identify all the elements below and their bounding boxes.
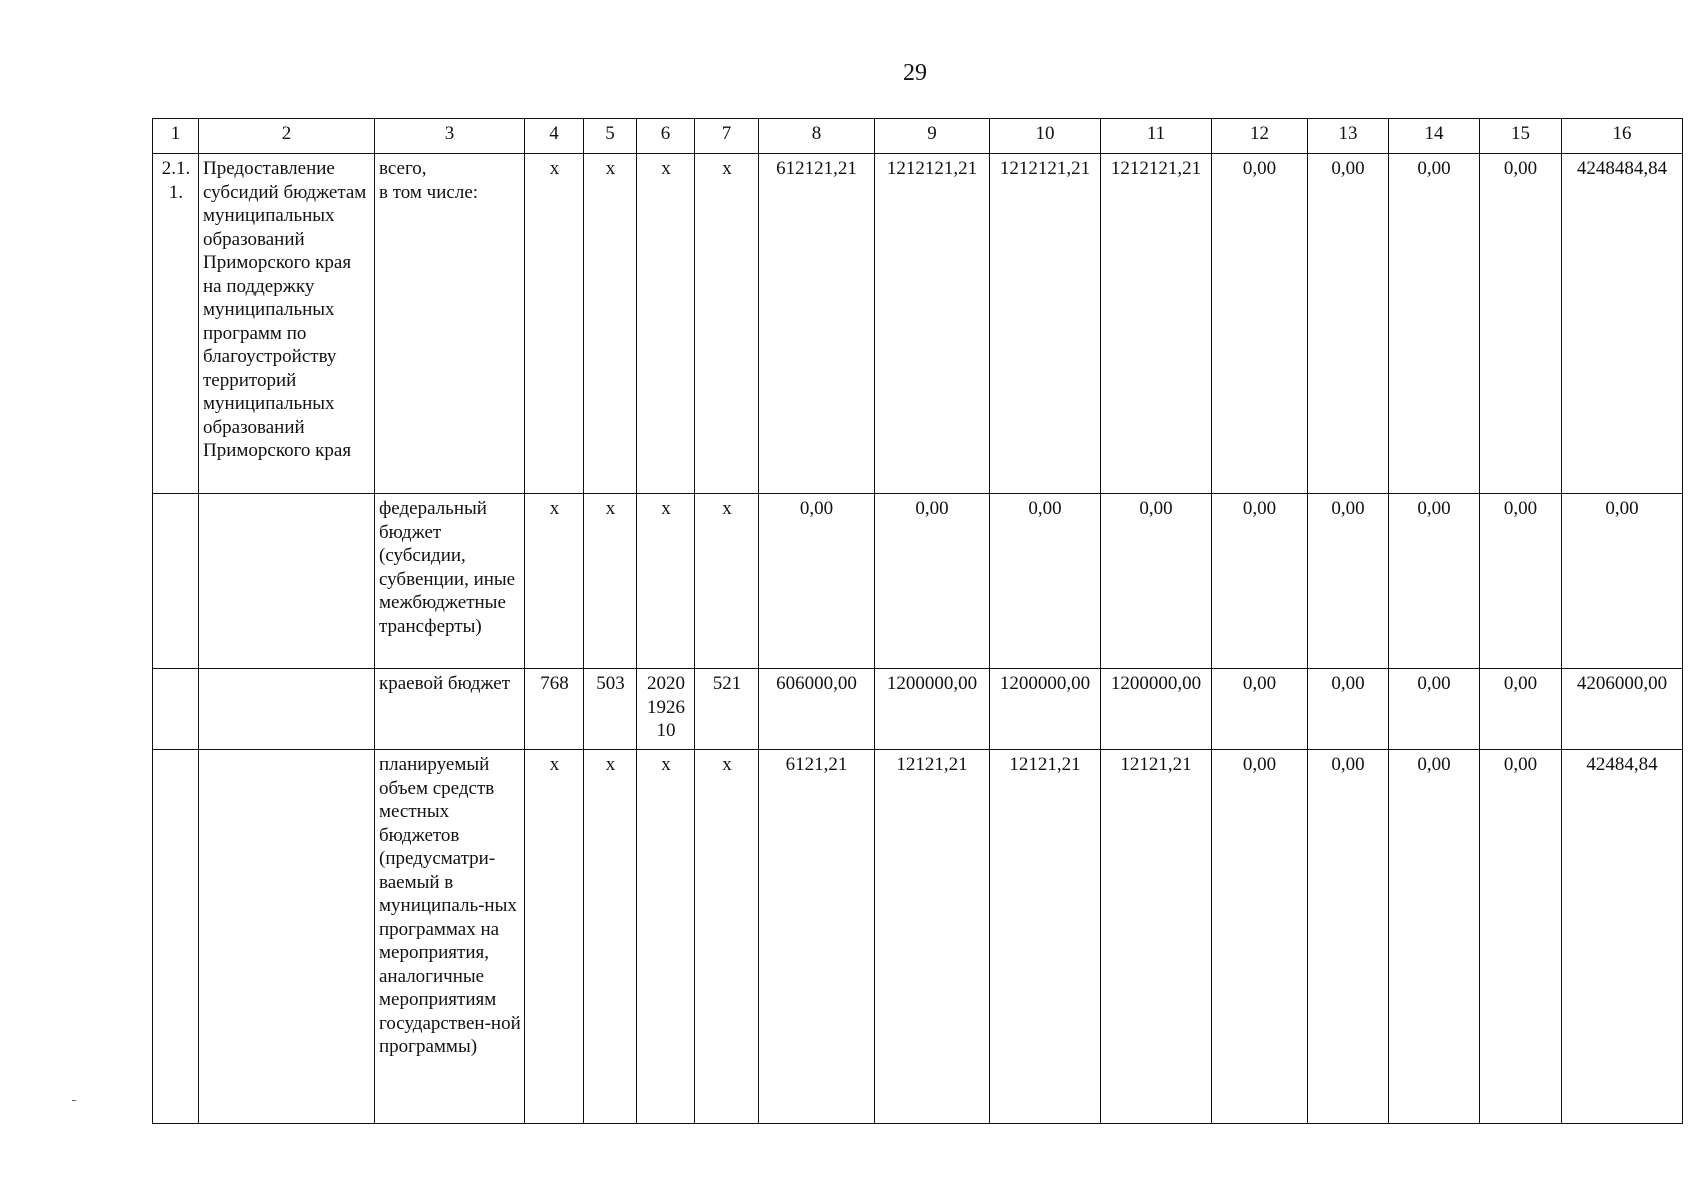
amount-cell: 1200000,00 [990,669,1101,750]
table-row-total [153,154,1683,494]
amount-cell: 1212121,21 [875,154,990,494]
csr-cell: х [637,494,695,669]
rzpr-cell: х [584,154,637,494]
page-number: 29 [903,60,927,86]
header-cell: 1 [153,119,199,154]
row-index-cell [153,750,199,1124]
amount-cell: 1200000,00 [875,669,990,750]
amount-cell: 12121,21 [990,750,1101,1124]
amount-cell: 0,00 [1308,750,1389,1124]
measure-name-cell: Предоставление субсидий бюджетам муниципальных образований Приморского края на поддержку муниципальных программ по благоустройству территорий муниципальных образований Приморского края [199,154,375,494]
amount-cell: 606000,00 [759,669,875,750]
amount-cell: 0,00 [1389,750,1480,1124]
table-row-regional [153,669,1683,750]
amount-cell: 0,00 [1480,494,1562,669]
amount-cell: 0,00 [1212,154,1308,494]
header-cell: 6 [637,119,695,154]
amount-cell: 0,00 [875,494,990,669]
amount-cell: 0,00 [1389,669,1480,750]
table-header-row [153,119,1683,154]
vr-cell: 521 [695,669,759,750]
amount-cell: 612121,21 [759,154,875,494]
header-cell: 15 [1480,119,1562,154]
csr-cell: х [637,750,695,1124]
amount-cell: 0,00 [1389,494,1480,669]
row-index-cell [153,494,199,669]
amount-cell: 12121,21 [875,750,990,1124]
amount-cell: 12121,21 [1101,750,1212,1124]
vr-cell: х [695,750,759,1124]
amount-cell: 1212121,21 [1101,154,1212,494]
amount-total-cell: 42484,84 [1562,750,1683,1124]
csr-cell: 2020 1926 10 [637,669,695,750]
amount-cell: 0,00 [1480,154,1562,494]
header-cell: 3 [375,119,525,154]
vr-cell: х [695,154,759,494]
header-cell: 4 [525,119,584,154]
amount-cell: 0,00 [1308,154,1389,494]
measure-name-cell [199,494,375,669]
amount-cell: 0,00 [1308,494,1389,669]
grbs-cell: х [525,750,584,1124]
amount-cell: 0,00 [1308,669,1389,750]
measure-name-cell [199,750,375,1124]
table-row-local [153,750,1683,1124]
header-cell: 8 [759,119,875,154]
row-index-cell [153,669,199,750]
amount-cell: 0,00 [990,494,1101,669]
header-cell: 5 [584,119,637,154]
amount-total-cell: 4248484,84 [1562,154,1683,494]
amount-total-cell: 4206000,00 [1562,669,1683,750]
rzpr-cell: х [584,494,637,669]
amount-cell: 0,00 [1480,669,1562,750]
amount-cell: 0,00 [1101,494,1212,669]
header-cell: 7 [695,119,759,154]
row-index-cell: 2.1. 1. [153,154,199,494]
funding-source-cell: краевой бюджет [375,669,525,750]
header-cell: 10 [990,119,1101,154]
grbs-cell: х [525,494,584,669]
amount-cell: 0,00 [1480,750,1562,1124]
amount-cell: 0,00 [1212,494,1308,669]
csr-cell: х [637,154,695,494]
header-cell: 14 [1389,119,1480,154]
header-cell: 12 [1212,119,1308,154]
amount-cell: 6121,21 [759,750,875,1124]
funding-source-cell: федеральный бюджет (субсидии, субвенции, иные межбюджетные трансферты) [375,494,525,669]
header-cell: 13 [1308,119,1389,154]
amount-cell: 0,00 [1212,669,1308,750]
amount-cell: 0,00 [1389,154,1480,494]
grbs-cell: х [525,154,584,494]
header-cell: 16 [1562,119,1683,154]
rzpr-cell: 503 [584,669,637,750]
measure-name-cell [199,669,375,750]
amount-cell: 1200000,00 [1101,669,1212,750]
rzpr-cell: х [584,750,637,1124]
funding-source-cell: всего, в том числе: [375,154,525,494]
budget-table [152,118,1683,1124]
amount-cell: 1212121,21 [990,154,1101,494]
amount-total-cell: 0,00 [1562,494,1683,669]
amount-cell: 0,00 [1212,750,1308,1124]
header-cell: 9 [875,119,990,154]
scan-artifact [72,1100,76,1101]
grbs-cell: 768 [525,669,584,750]
table-row-federal [153,494,1683,669]
amount-cell: 0,00 [759,494,875,669]
header-cell: 11 [1101,119,1212,154]
header-cell: 2 [199,119,375,154]
vr-cell: х [695,494,759,669]
funding-source-cell: планируемый объем средств местных бюджетов (предусматри-ваемый в муниципаль-ных программах на мероприятия, аналогичные мероприятиям государствен-ной программы) [375,750,525,1124]
